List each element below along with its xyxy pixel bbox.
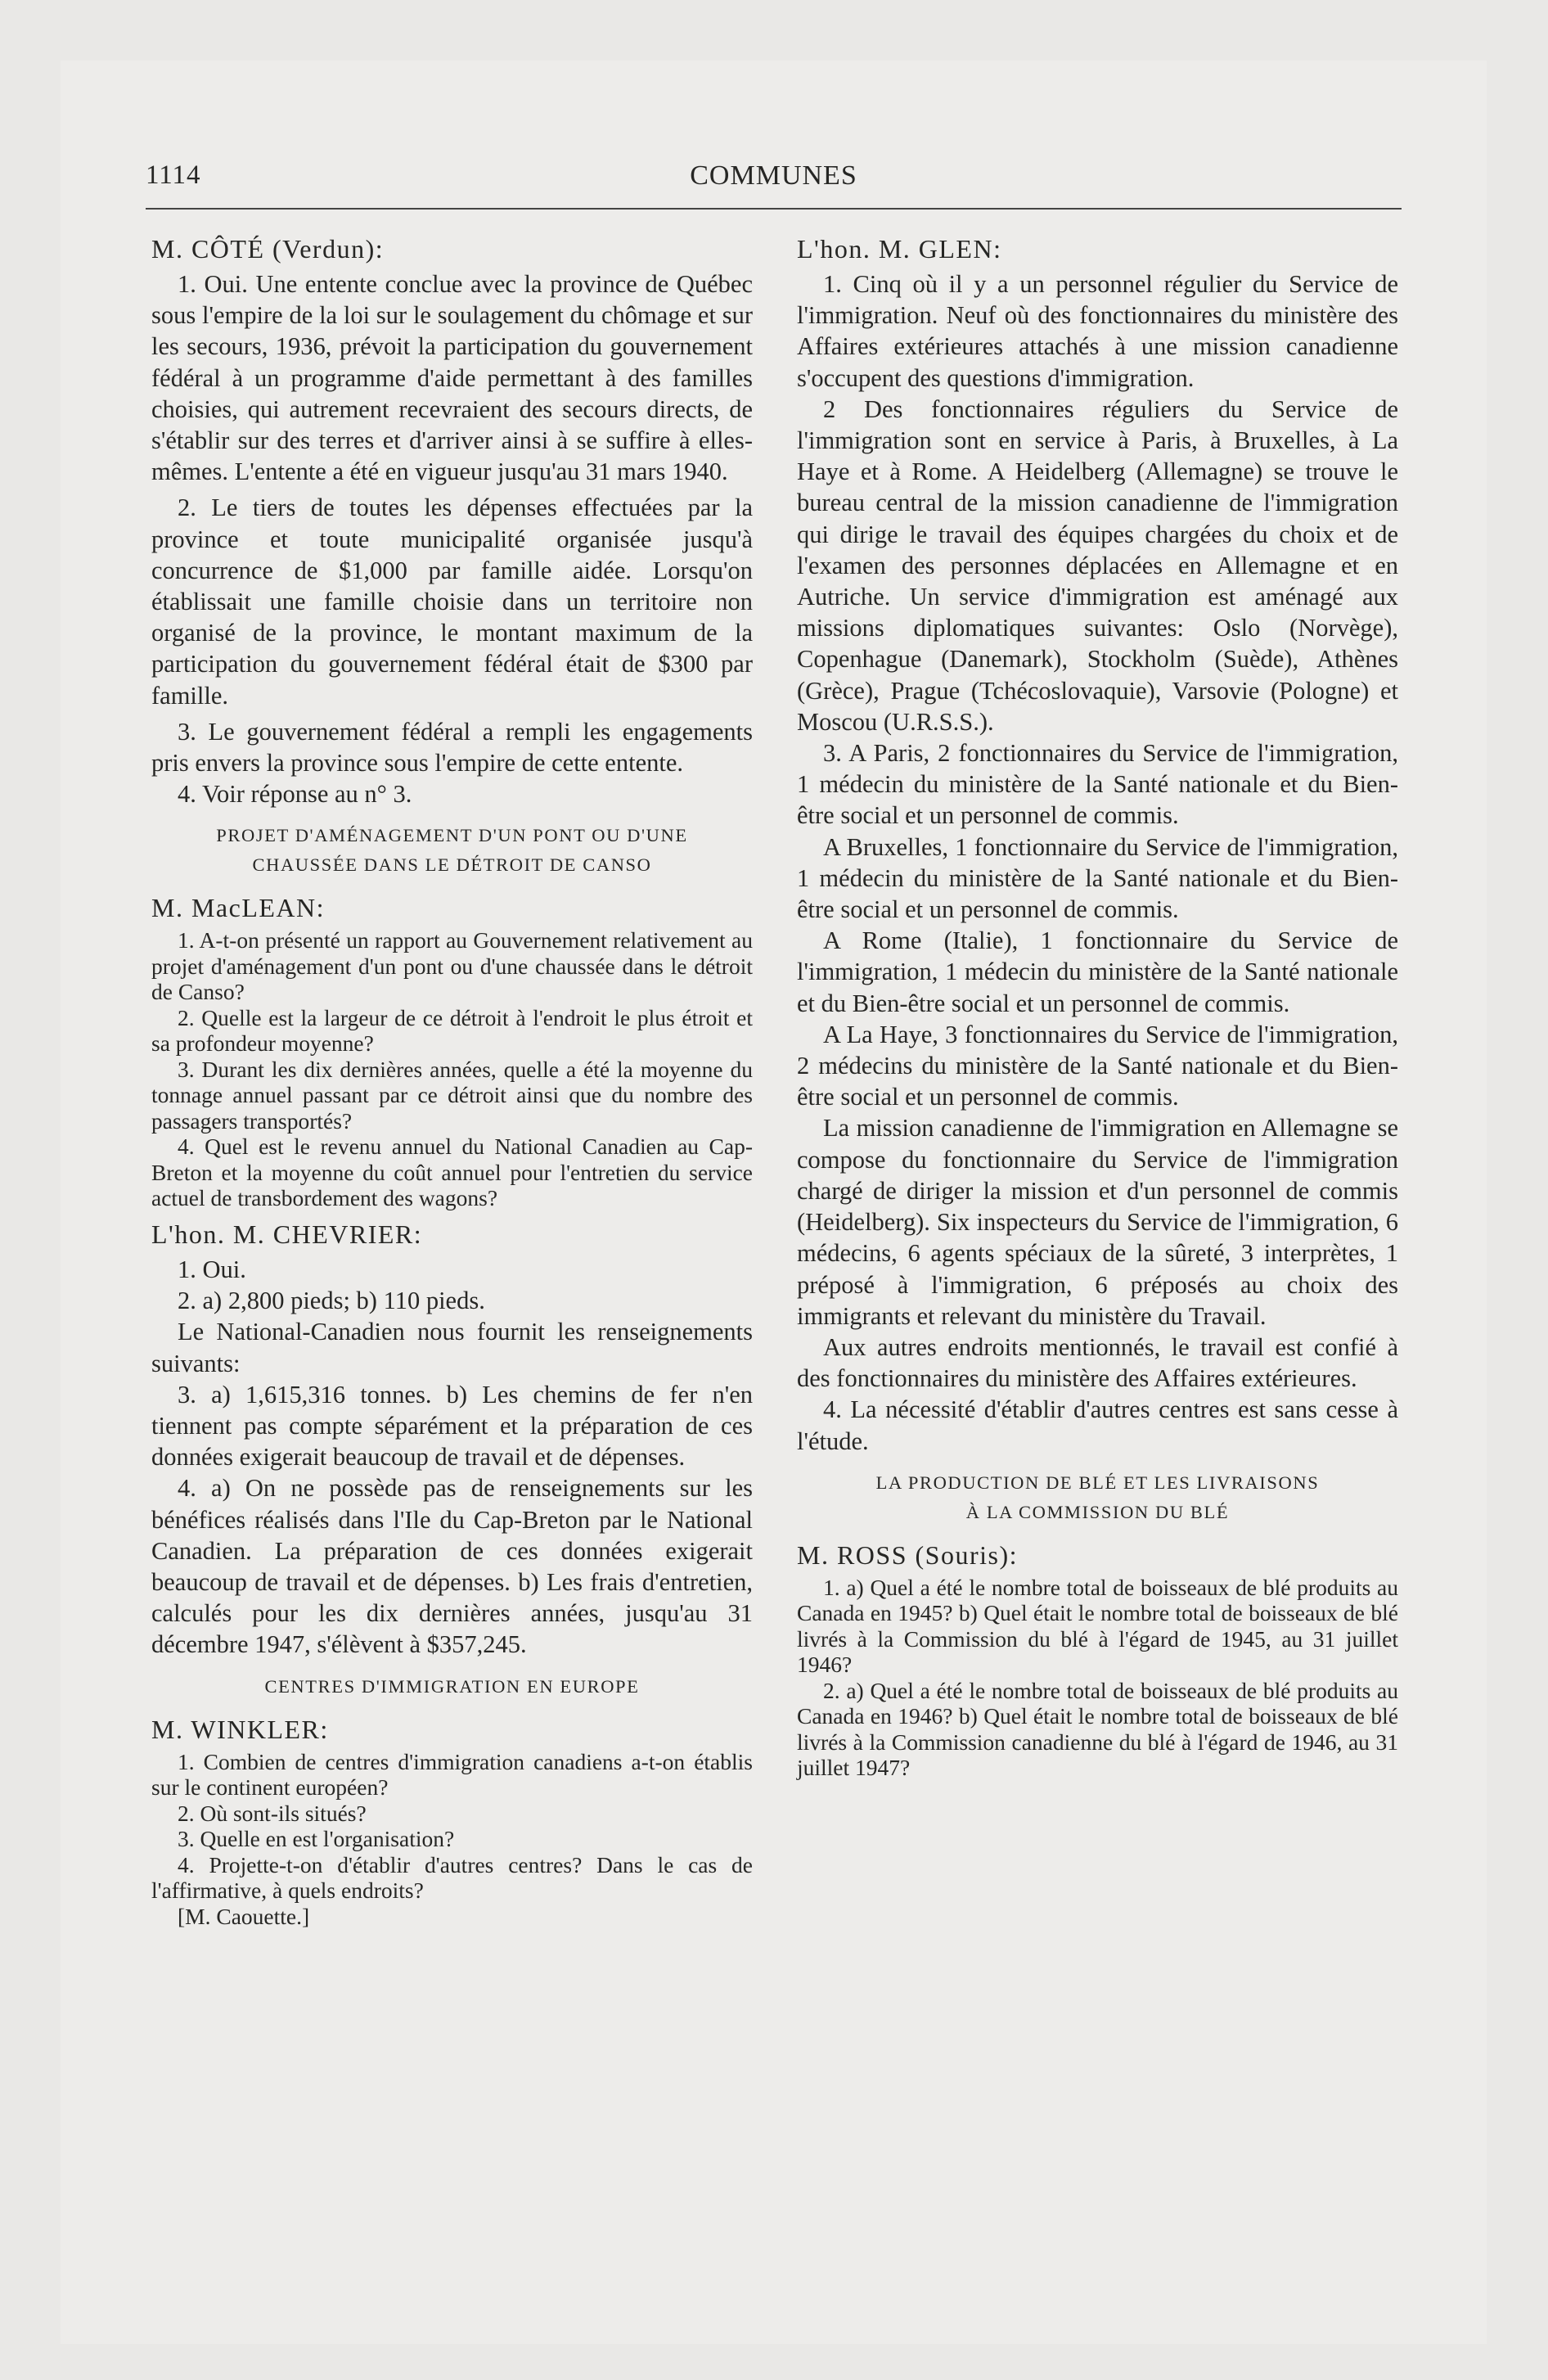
question-paragraph: 2. Quelle est la largeur de ce détroit à l'endroit le plus étroit et sa profondeur moyenne? bbox=[151, 1004, 753, 1057]
answer-paragraph: A La Haye, 3 fonctionnaires du Service de l'immigration, 2 médecins du ministère de la Santé nationale et du Bien-être social et un personnel de commis. bbox=[797, 1020, 1398, 1111]
speaker-chevrier: L'hon. M. CHEVRIER: bbox=[151, 1219, 423, 1249]
question-paragraph: 1. a) Quel a été le nombre total de boisseaux de blé produits au Canada en 1945? b) Quel était le nombre total de boisseaux de blé livrés à la Commission du blé à l'égard de 1945, au 31 juillet 1946? bbox=[797, 1574, 1398, 1678]
question-paragraph: 2. a) Quel a été le nombre total de boisseaux de blé produits au Canada en 1946? b) Quel était le nombre total de boisseaux de blé livrés à la Commission canadienne du blé à l'égard de 1946, au 31 juillet 1947? bbox=[797, 1677, 1398, 1781]
question-paragraph: 4. Projette-t-on d'établir d'autres centres? Dans le cas de l'affirmative, à quels endroits? bbox=[151, 1851, 753, 1904]
section-heading-line: LA PRODUCTION DE BLÉ ET LES LIVRAISONS bbox=[875, 1472, 1320, 1493]
answer-paragraph: 3. a) 1,615,316 tonnes. b) Les chemins de fer n'en tiennent pas compte séparément et la préparation de ces données exigerait beaucoup de travail et de dépenses. bbox=[151, 1380, 753, 1472]
question-paragraph: 4. Quel est le revenu annuel du National Canadien au Cap-Breton et la moyenne du coût annuel pour l'entretien du service actuel de transbordement des wagons? bbox=[151, 1134, 753, 1211]
answer-paragraph: Le National-Canadien nous fournit les renseignements suivants: bbox=[151, 1318, 753, 1377]
page-header bbox=[146, 160, 1402, 203]
section-heading-wheat bbox=[797, 1468, 1398, 1527]
page-number: 1114 bbox=[146, 160, 201, 190]
section-heading-canso bbox=[151, 821, 753, 880]
question-paragraph: 2. Où sont-ils situés? bbox=[178, 1800, 367, 1826]
answer-paragraph: 2 Des fonctionnaires réguliers du Service de l'immigration sont en service à Paris, à Bruxelles, à La Haye et à Rome. A Heidelberg (Allemagne) se trouve le bureau central de la mission canadienne de l'immigration qui dirige le travail des équipes chargées du choix et de l'examen des personnes déplacées en Allemagne et en Autriche. Un service d'immigration est aménagé aux missions diplomatiques suivantes: Oslo (Norvège), Copenhague (Danemark), Stockholm (Suède), Athènes (Grèce), Prague (Tchécoslovaquie), Varsovie (Pologne) et Moscou (U.R.S.S.). bbox=[797, 394, 1398, 736]
speaker-glen: L'hon. M. GLEN: bbox=[797, 234, 1002, 264]
header-rule bbox=[146, 208, 1402, 210]
answer-paragraph: A Bruxelles, 1 fonctionnaire du Service de l'immigration, 1 médecin du ministère de la Santé nationale et du Bien-être social et un personnel de commis. bbox=[797, 832, 1398, 924]
question-paragraph: 1. A-t-on présenté un rapport au Gouvernement relativement au projet d'aménagement d'un pont ou d'une chaussée dans le détroit de Canso? bbox=[151, 927, 753, 1005]
speaker-maclean: M. MacLEAN: bbox=[151, 893, 326, 923]
answer-paragraph: 4. La nécessité d'établir d'autres centres est sans cesse à l'étude. bbox=[797, 1395, 1398, 1455]
answer-paragraph: Aux autres endroits mentionnés, le travail est confié à des fonctionnaires du ministère des Affaires extérieures. bbox=[797, 1332, 1398, 1393]
speaker-attribution: [M. Caouette.] bbox=[178, 1903, 310, 1929]
speaker-cote: M. CÔTÉ (Verdun): bbox=[151, 234, 385, 264]
answer-paragraph: 4. a) On ne possède pas de renseignements sur les bénéfices réalisés dans l'Ile du Cap-Breton par le National Canadien. La préparation de ces données exigerait beaucoup de travail et de dépenses. b) Les frais d'entretien, calculés pour les dix dernières années, jusqu'au 31 décembre 1947, s'élèvent à $357,245. bbox=[151, 1474, 753, 1659]
answer-paragraph: La mission canadienne de l'immigration en Allemagne se compose du fonctionnaire du Service de l'immigration chargé de diriger la mission et d'un personnel de commis (Heidelberg). Six inspecteurs du Service de l'immigration, 6 médecins, 6 agents spéciaux de la sûreté, 3 interprètes, 1 préposé à l'immigration, 6 préposés au choix des immigrants et relevant du ministère du Travail. bbox=[797, 1114, 1398, 1330]
answer-paragraph: 4. Voir réponse au n° 3. bbox=[178, 780, 412, 809]
section-heading-line: PROJET D'AMÉNAGEMENT D'UN PONT OU D'UNE bbox=[216, 825, 688, 846]
answer-paragraph: 1. Oui. bbox=[178, 1255, 246, 1283]
speaker-ross: M. ROSS (Souris): bbox=[797, 1539, 1018, 1570]
section-heading-line: À LA COMMISSION DU BLÉ bbox=[965, 1501, 1230, 1522]
left-column bbox=[151, 232, 753, 1929]
answer-paragraph: 3. A Paris, 2 fonctionnaires du Service de l'immigration, 1 médecin du ministère de la Santé nationale et du Bien-être social et un personnel de commis. bbox=[797, 739, 1398, 830]
answer-paragraph: A Rome (Italie), 1 fonctionnaire du Service de l'immigration, 1 médecin du ministère de la Santé nationale et du Bien-être social et un personnel de commis. bbox=[797, 926, 1398, 1017]
answer-paragraph: 2. Le tiers de toutes les dépenses effectuées par la province et toute municipalité organisée jusqu'à concurrence de $1,000 par famille aidée. Lorsqu'on établissait une famille choisie dans un territoire non organisé de la province, le montant maximum de la participation du gouvernement fédéral était de $300 par famille. bbox=[151, 494, 753, 710]
answer-paragraph: 2. a) 2,800 pieds; b) 110 pieds. bbox=[178, 1287, 485, 1315]
question-paragraph: 3. Durant les dix dernières années, quelle a été la moyenne du tonnage annuel passant par ce détroit ainsi que du nombre des passagers transportés? bbox=[151, 1056, 753, 1134]
section-heading-immigration: CENTRES D'IMMIGRATION EN EUROPE bbox=[264, 1675, 640, 1697]
speaker-winkler: M. WINKLER: bbox=[151, 1714, 329, 1744]
answer-paragraph: 1. Oui. Une entente conclue avec la province de Québec sous l'empire de la loi sur le soulagement du chômage et sur les secours, 1936, prévoit la participation du gouvernement fédéral à un programme d'aide permettant à des familles choisies, qui autrement recevraient des secours directs, de s'établir sur des terres et d'arriver ainsi à se suffire à elles-mêmes. L'entente a été en vigueur jusqu'au 31 mars 1940. bbox=[151, 270, 753, 486]
question-paragraph: 3. Quelle en est l'organisation? bbox=[178, 1826, 455, 1852]
section-heading-line: CHAUSSÉE DANS LE DÉTROIT DE CANSO bbox=[252, 854, 652, 876]
running-head: COMMUNES bbox=[690, 160, 857, 191]
right-column bbox=[797, 232, 1398, 1781]
answer-paragraph: 3. Le gouvernement fédéral a rempli les engagements pris envers la province sous l'empire de cette entente. bbox=[151, 717, 753, 778]
question-paragraph: 1. Combien de centres d'immigration canadiens a-t-on établis sur le continent européen? bbox=[151, 1748, 753, 1801]
answer-paragraph: 1. Cinq où il y a un personnel régulier du Service de l'immigration. Neuf où des fonctionnaires du ministère des Affaires extérieures attachés à une mission canadienne s'occupent des questions d'immigration. bbox=[797, 270, 1398, 392]
